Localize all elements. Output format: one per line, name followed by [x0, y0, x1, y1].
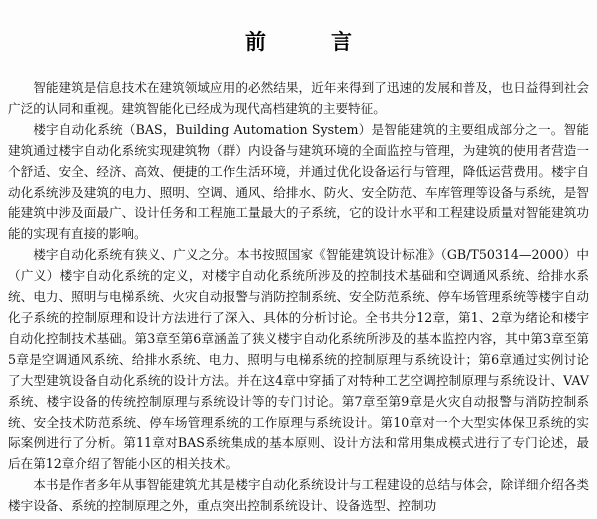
paragraph-4: 本书是作者多年从事智能建筑尤其是楼宇自动化系统设计与工程建设的总结与体会，除详细介绍各类楼宇设备、系统的控制原理之外，重点突出控制系统设计、设备选型、控制功 — [8, 477, 589, 514]
page-title: 前 言 — [245, 30, 374, 54]
paragraph-1: 智能建筑是信息技术在建筑领域应用的必然结果，近年来得到了迅速的发展和普及，也日益得到社会广泛的认同和重视。建筑智能化已经成为现代高档建筑的主要特征。 — [8, 80, 589, 116]
preface-body — [8, 78, 589, 517]
paragraph-3: 楼宇自动化系统有狭义、广义之分。本书按照国家《智能建筑设计标准》（GB/T50314—2000）中（广义）楼宇自动化系统的定义，对楼宇自动化系统所涉及的控制技术基础和空调通风系统、给排水系统、电力、照明与电梯系统、火灾自动报警与消防控制系统、安全防范系统、停车场管理系统等楼宇自动化子系统的控制原理和设计方法进行了深入、具体的分析讨论。全书共分12章，第1、2章为绪论和楼宇自动化控制技术基础。第3章至第6章涵盖了狭义楼宇自动化系统所涉及的基本监控内容，其中第3章至第5章是空调通风系统、给排水系统、电力、照明与电梯系统的控制原理与系统设计；第6章通过实例讨论了大型建筑设备自动化系统的设计方法。并在这4章中穿插了对特种工艺空调控制原理与系统设计、VAV系统、楼宇设备的传统控制原理与系统设计等的专门讨论。第7章至第9章是火灾自动报警与消防控制系统、安全技术防范系统、停车场管理系统的工作原理与系统设计。第10章对一个大型实体保卫系统的实际案例进行了分析。第11章对BAS系统集成的基本原则、设计方法和常用集成模式进行了专门论述，最后在第12章介绍了智能小区的相关技术。 — [8, 247, 589, 472]
paragraph-2: 楼宇自动化系统（BAS，Building Automation System）是智能建筑的主要组成部分之一。智能建筑通过楼宇自动化系统实现建筑物（群）内设备与建筑环境的全面监控与管理，为建筑的使用者营造一个舒适、安全、经济、高效、便捷的工作生活环境，并通过优化设备运行与管理，降低运营费用。楼宇自动化系统涉及建筑的电力、照明、空调、通风、给排水、防火、安全防范、车库管理等设备与系统，是智能建筑中涉及面最广、设计任务和工程施工量最大的子系统，它的设计水平和工程建设质量对智能建筑功能的实现有直接的影响。 — [8, 121, 589, 242]
